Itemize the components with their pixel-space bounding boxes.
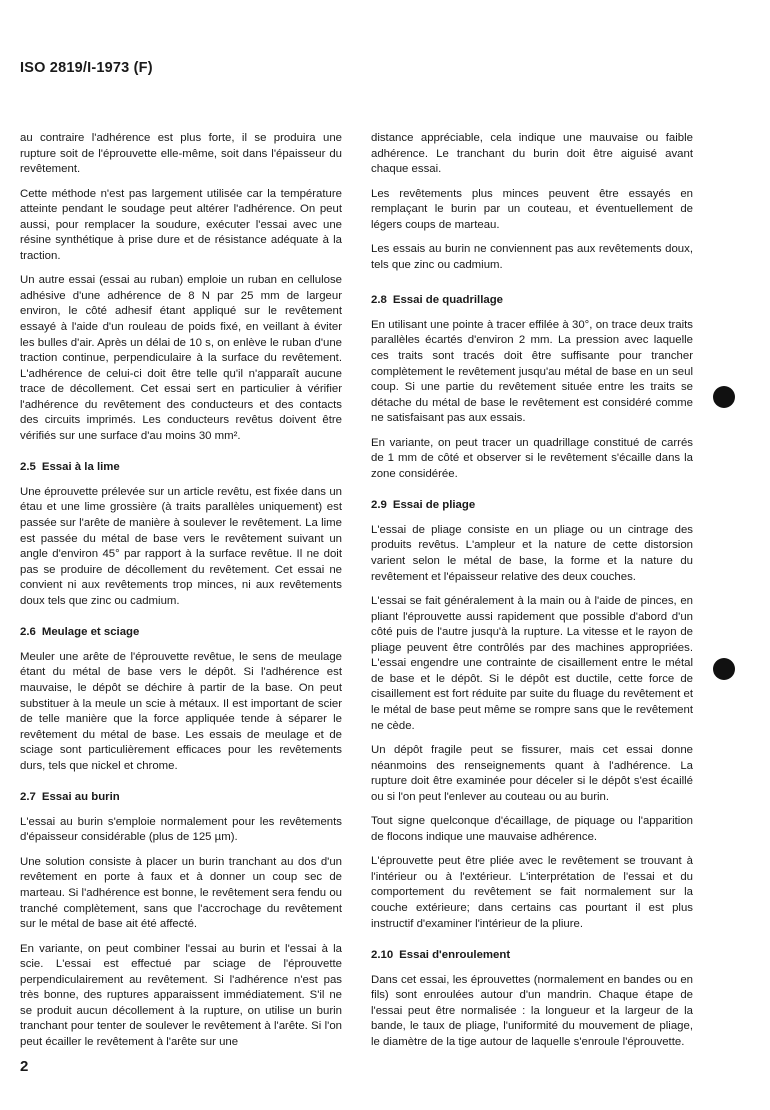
- margin-change-mark-dot: [713, 658, 735, 680]
- paragraph: L'éprouvette peut être pliée avec le revêtement se trouvant à l'intérieur ou à l'extérieur. L'interprétation de l'essai et du comportement du revêtement se fait normalement sur la couche extérieure; dans certains cas pourtant il est plus instructif d'examiner l'intérieur de la pliure.: [371, 855, 693, 930]
- right-column: [371, 131, 693, 1059]
- paragraph: Un dépôt fragile peut se fissurer, mais cet essai donne néanmoins des renseignements quant à l'adhérence. La rupture doit être examinée pour déceler si le dépôt s'est écaillé ou si l'on peut l'enlever au couteau ou au burin.: [371, 744, 693, 803]
- paragraph: L'essai au burin s'emploie normalement pour les revêtements d'épaisseur considérable (plus de 125 µm).: [20, 815, 342, 844]
- paragraph: au contraire l'adhérence est plus forte, il se produira une rupture soit de l'éprouvette elle-même, soit dans l'épaisseur du revêtement.: [20, 132, 342, 176]
- section-title: Essai d'enroulement: [399, 949, 511, 962]
- paragraph: Dans cet essai, les éprouvettes (normalement en bandes ou en fils) sont enroulées autour d'un mandrin. Chaque étape de l'essai peut être normalisée : la longueur et la largeur de la bande, le taux de pliage, l'uniformité du mouvement de pliage, le diamètre de la tige autour de laquelle s'enroule l'éprouvette.: [371, 973, 693, 1048]
- section-title: Meulage et sciage: [41, 626, 140, 639]
- section-number: 2.10: [371, 949, 394, 962]
- section-heading-2-6: [20, 625, 342, 641]
- paragraph: L'essai de pliage consiste en un pliage ou un cintrage des produits revêtus. L'ampleur et la nature de cette distorsion varient selon le métal de base, la forme et la nature du revêtement et l'épaisseur relative des deux couches.: [371, 523, 693, 583]
- paragraph: Une solution consiste à placer un burin tranchant au dos d'un revêtement en porte à faux et à donner un coup sec de marteau. Si l'adhérence est bonne, le revêtement sera fendu ou tranché complètement, sans que l'accrochage du revêtement sur le métal de base ait été affecté.: [20, 855, 342, 931]
- section-title: Essai de quadrillage: [392, 294, 503, 307]
- section-heading-2-5: [20, 460, 342, 476]
- paragraph: En variante, on peut tracer un quadrillage constitué de carrés de 1 mm de côté et observer si le revêtement s'écaille dans la zone considérée.: [371, 436, 693, 480]
- standard-id-header: ISO 2819/I-1973 (F): [20, 60, 153, 76]
- section-title: Essai au burin: [41, 791, 120, 804]
- page-number: 2: [20, 1058, 29, 1075]
- left-column: [20, 131, 342, 1059]
- section-heading-2-9: [371, 498, 693, 514]
- paragraph: distance appréciable, cela indique une mauvaise ou faible adhérence. Le tranchant du burin doit être aiguisé avant chaque essai.: [371, 132, 693, 176]
- paragraph: Les essais au burin ne conviennent pas aux revêtements doux, tels que zinc ou cadmium.: [371, 243, 693, 271]
- section-number: 2.8: [371, 294, 387, 307]
- section-number: 2.5: [20, 461, 36, 474]
- section-title: Essai à la lime: [41, 461, 120, 474]
- paragraph: Une éprouvette prélevée sur un article revêtu, est fixée dans un étau et une lime grossière (à traits parallèles uniquement) est passée sur l'arête de manière à soulever le revêtement. La lime est passée du métal de base vers le revêtement suivant un angle d'environ 45° par rapport à la surface revêtue. Il ne doit pas se produire de décollement du revêtement. Cet essai ne convient ni aux revêtements trop minces, ni aux revêtements doux tels que zinc ou cadmium.: [20, 485, 342, 607]
- section-heading-2-10: [371, 948, 693, 964]
- section-number: 2.7: [20, 791, 36, 804]
- section-heading-2-8: [371, 293, 693, 309]
- paragraph: Cette méthode n'est pas largement utilisée car la température atteinte pendant le soudage peut altérer l'adhérence. On peut aussi, pour remplacer la soudure, exécuter l'essai avec une résine synthétique à prise dure et de résistance adéquate à la traction.: [20, 187, 342, 262]
- section-heading-2-7: [20, 790, 342, 806]
- paragraph: Tout signe quelconque d'écaillage, de piquage ou l'apparition de flocons indique une mauvaise adhérence.: [371, 815, 693, 843]
- margin-change-mark-dot: [713, 386, 735, 408]
- paragraph: Un autre essai (essai au ruban) emploie un ruban en cellulose adhésive d'une adhérence de 8 N par 25 mm de largeur environ, le côté adhesif étant appliqué sur le revêtement essayé à l'aide d'un rouleau de poids fixé, en veillant à éviter les bulles d'air. Après un délai de 10 s, on enlève le ruban d'une traction continue, perpendiculaire à la surface du revêtement. L'adhérence de celui-ci doit être telle qu'il n'apparaît aucune trace de décollement. Cet essai sert en particulier à vérifier l'adhérence du revêtement des conducteurs et des contacts des circuits imprimés. Les conducteurs revêtus doivent être vérifiés sur une surface d'au moins 30 mm².: [20, 274, 342, 442]
- section-title: Essai de pliage: [392, 499, 476, 512]
- section-number: 2.9: [371, 499, 387, 512]
- paragraph: En variante, on peut combiner l'essai au burin et l'essai à la scie. L'essai est effectué par sciage de l'éprouvette perpendiculairement au revêtement. Si l'adhérence n'est pas très bonne, des ruptures apparaissent immédiatement. S'il ne se produit aucun décollement à la rupture, on utilise un burin tranchant pour tenter de soulever le revêtement à l'arête. Si l'on peut écailler le revêtement à l'arête sur une: [20, 942, 342, 1048]
- paragraph: Les revêtements plus minces peuvent être essayés en remplaçant le burin par un couteau, et éventuellement de légers coups de marteau.: [371, 187, 693, 231]
- section-number: 2.6: [20, 626, 36, 639]
- paragraph: L'essai se fait généralement à la main ou à l'aide de pinces, en pliant l'éprouvette aussi rapidement que possible d'abord d'un côté puis de l'autre jusqu'à la rupture. La vitesse et le rayon de pliage peuvent être contrôlés par des machines appropriées. L'essai engendre une contrainte de cisaillement entre le métal de base et le dépôt. Si le dépôt est ductile, cette force de cisaillement est fort réduite par suite du fluage du revêtement et le métal de base peut même se rompre sans que le revêtement ne cède.: [371, 595, 693, 732]
- paragraph: Meuler une arête de l'éprouvette revêtue, le sens de meulage étant du métal de base vers le dépôt. Si l'adhérence est mauvaise, le dépôt se déchire à partir de la base. On peut substituer à la meule un scie à métaux. Il est important de scier de telle manière que la force appliquée tende à séparer le revêtement du métal de base. Les essais de meulage et de sciage sont particulièrement efficaces pour les revêtements durs, tels que nickel et chrome.: [20, 650, 342, 772]
- paragraph: En utilisant une pointe à tracer effilée à 30°, on trace deux traits parallèles écartés d'environ 2 mm. La pression avec laquelle ces traits sont tracés doit être suffisante pour trancher complètement le revêtement jusqu'au métal de base en un seul coup. Si une partie du revêtement située entre les traits se détache du métal de base le revêtement est considéré comme ne satisfaisant pas aux essais.: [371, 318, 693, 425]
